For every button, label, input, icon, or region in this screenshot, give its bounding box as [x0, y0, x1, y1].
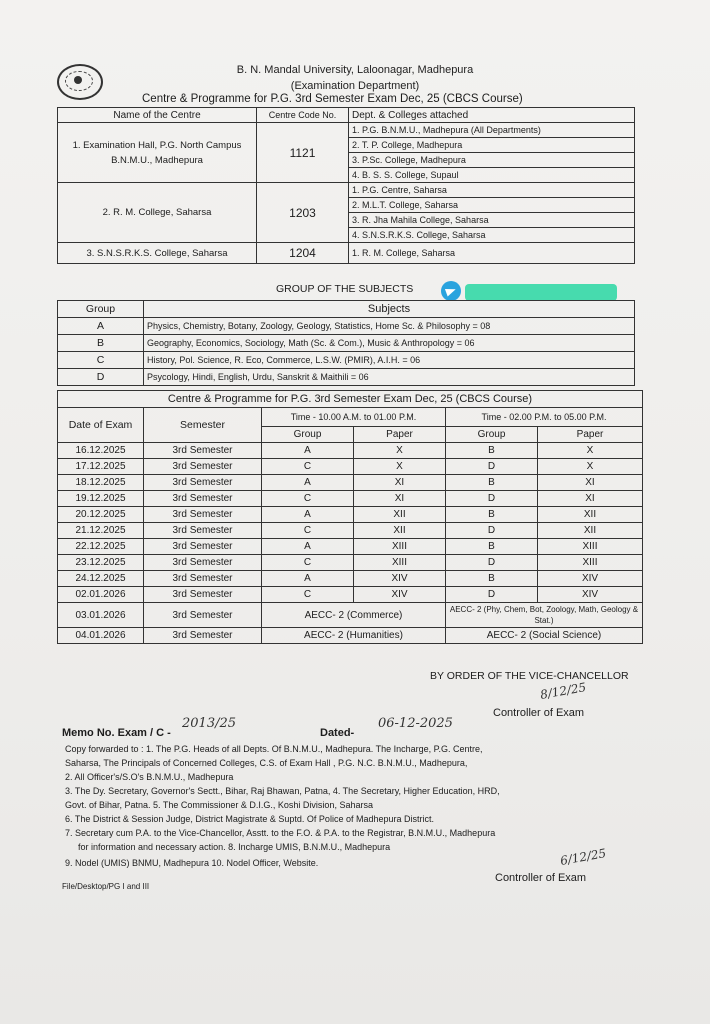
memo-label: Memo No. Exam / C -: [62, 727, 171, 739]
controller-label: Controller of Exam: [495, 872, 587, 884]
exam-semester: 3rd Semester: [144, 507, 262, 523]
evening-paper: X: [538, 459, 643, 475]
col-header-subjects: Subjects: [144, 301, 635, 318]
college-item: 1. P.G. B.N.M.U., Madhepura (All Departments): [349, 123, 635, 138]
col-header-colleges: Dept. & Colleges attached: [349, 108, 635, 123]
exam-semester: 3rd Semester: [144, 443, 262, 459]
aecc-evening: AECC- 2 (Phy, Chem, Bot, Zoology, Math, Geology & Stat.): [446, 603, 643, 628]
schedule-row: [58, 507, 643, 523]
schedule-row: [58, 523, 643, 539]
evening-paper: XII: [538, 523, 643, 539]
college-item: 2. M.L.T. College, Saharsa: [349, 198, 635, 213]
evening-group: D: [446, 523, 538, 539]
college-item: 4. B. S. S. College, Supaul: [349, 168, 635, 183]
copy-line: Copy forwarded to : 1. The P.G. Heads of all Depts. Of B.N.M.U., Madhepura. The Incharge, P.G. Centre,: [65, 744, 483, 754]
copy-line: 9. Nodel (UMIS) BNMU, Madhepura 10. Nodel Officer, Website.: [65, 858, 319, 868]
exam-semester: 3rd Semester: [144, 571, 262, 587]
col-header-date: Date of Exam: [58, 408, 144, 443]
controller-label: Controller of Exam: [493, 707, 585, 719]
morning-paper: X: [354, 459, 446, 475]
copy-line: 2. All Officer's/S.O's B.N.M.U., Madhepura: [65, 772, 234, 782]
schedule-table: [57, 390, 643, 644]
morning-group: A: [262, 443, 354, 459]
signature-date: 8/12/25: [539, 680, 588, 702]
evening-paper: XIII: [538, 555, 643, 571]
group-subjects: Geography, Economics, Sociology, Math (Sc. & Com.), Music & Anthropology = 06: [144, 335, 635, 352]
schedule-body: [58, 443, 643, 603]
morning-paper: X: [354, 443, 446, 459]
group-subjects: Psycology, Hindi, English, Urdu, Sanskrit & Maithili = 06: [144, 369, 635, 386]
exam-semester: 3rd Semester: [144, 475, 262, 491]
evening-group: B: [446, 443, 538, 459]
memo-date: 06-12-2025: [378, 716, 453, 731]
aecc-morning: AECC- 2 (Humanities): [262, 628, 446, 644]
by-order-text: BY ORDER OF THE VICE-CHANCELLOR: [430, 670, 629, 682]
college-item: 1. R. M. College, Saharsa: [349, 243, 635, 264]
evening-paper: XIV: [538, 587, 643, 603]
morning-group: A: [262, 507, 354, 523]
centre-title: Centre & Programme for P.G. 3rd Semester Exam Dec, 25 (CBCS Course): [142, 93, 523, 105]
col-header-semester: Semester: [144, 408, 262, 443]
col-header-code: Centre Code No.: [257, 108, 349, 123]
exam-date: 24.12.2025: [58, 571, 144, 587]
centre-code: 1121: [257, 123, 349, 183]
evening-group: B: [446, 475, 538, 491]
evening-paper: XIII: [538, 539, 643, 555]
centre-code: 1204: [257, 243, 349, 264]
college-item: 3. P.Sc. College, Madhepura: [349, 153, 635, 168]
exam-semester: 3rd Semester: [144, 555, 262, 571]
morning-group: A: [262, 571, 354, 587]
college-item: 1. P.G. Centre, Saharsa: [349, 183, 635, 198]
schedule-row: [58, 443, 643, 459]
college-item: 3. R. Jha Mahila College, Saharsa: [349, 213, 635, 228]
morning-group: C: [262, 459, 354, 475]
copy-line: 7. Secretary cum P.A. to the Vice-Chancellor, Asstt. to the F.O. & P.A. to the Registrar, B.N.M.U., Madhepura: [65, 828, 496, 838]
college-item: 4. S.N.S.R.K.S. College, Saharsa: [349, 228, 635, 243]
evening-paper: X: [538, 443, 643, 459]
exam-date: 20.12.2025: [58, 507, 144, 523]
evening-group: D: [446, 587, 538, 603]
morning-group: A: [262, 539, 354, 555]
morning-group: C: [262, 523, 354, 539]
copy-line: Saharsa, The Principals of Concerned Colleges, C.S. of Exam Hall , P.G. N.C. B.N.M.U., Madhepura,: [65, 758, 468, 768]
copy-line: 3. The Dy. Secretary, Governor's Sectt., Bihar, Raj Bhawan, Patna, 4. The Secretary, Higher Education, HRD,: [65, 786, 500, 796]
morning-paper: XIII: [354, 555, 446, 571]
morning-group: A: [262, 475, 354, 491]
highlight-mark: [465, 284, 617, 301]
morning-paper: XII: [354, 507, 446, 523]
schedule-row: [58, 555, 643, 571]
group-letter: C: [58, 352, 144, 369]
exam-semester: 3rd Semester: [144, 459, 262, 475]
file-path: File/Desktop/PG I and III: [62, 882, 150, 891]
memo-number: 2013/25: [182, 716, 237, 731]
group-subjects: History, Pol. Science, R. Eco, Commerce, L.S.W. (PMIR), A.I.H. = 06: [144, 352, 635, 369]
centre-name: 1. Examination Hall, P.G. North Campus B.N.M.U., Madhepura: [58, 123, 257, 183]
college-item: 2. T. P. College, Madhepura: [349, 138, 635, 153]
exam-date: 18.12.2025: [58, 475, 144, 491]
morning-group: C: [262, 555, 354, 571]
exam-semester: 3rd Semester: [144, 523, 262, 539]
morning-paper: XIV: [354, 587, 446, 603]
evening-group: D: [446, 555, 538, 571]
centres-table: [57, 107, 635, 264]
evening-paper: XI: [538, 491, 643, 507]
exam-semester: 3rd Semester: [144, 603, 262, 628]
centre-code: 1203: [257, 183, 349, 243]
col-header-centre: Name of the Centre: [58, 108, 257, 123]
exam-date: 22.12.2025: [58, 539, 144, 555]
copy-line: Govt. of Bihar, Patna. 5. The Commissioner & D.I.G., Koshi Division, Saharsa: [65, 800, 373, 810]
evening-group: B: [446, 539, 538, 555]
dated-label: Dated-: [320, 727, 355, 739]
copy-line: 6. The District & Session Judge, District Magistrate & Suptd. Of Police of Madhepura District.: [65, 814, 434, 824]
morning-paper: XI: [354, 491, 446, 507]
morning-session-header: Time - 10.00 A.M. to 01.00 P.M.: [262, 408, 446, 427]
copy-line: for information and necessary action. 8. Incharge UMIS, B.N.M.U., Madhepura: [78, 842, 391, 852]
telegram-icon: [441, 281, 461, 301]
group-letter: D: [58, 369, 144, 386]
group-subjects: Physics, Chemistry, Botany, Zoology, Geology, Statistics, Home Sc. & Philosophy = 08: [144, 318, 635, 335]
morning-paper: XIII: [354, 539, 446, 555]
signature-date: 6/12/25: [559, 846, 608, 868]
schedule-row: [58, 571, 643, 587]
aecc-morning: AECC- 2 (Commerce): [262, 603, 446, 628]
exam-semester: 3rd Semester: [144, 628, 262, 644]
morning-group: C: [262, 491, 354, 507]
exam-semester: 3rd Semester: [144, 587, 262, 603]
group-letter: A: [58, 318, 144, 335]
department-name: (Examination Department): [290, 80, 420, 92]
schedule-row: [58, 539, 643, 555]
exam-date: 03.01.2026: [58, 603, 144, 628]
col-header-paper: Paper: [538, 427, 643, 443]
col-header-paper: Paper: [354, 427, 446, 443]
evening-paper: XI: [538, 475, 643, 491]
aecc-evening: AECC- 2 (Social Science): [446, 628, 643, 644]
exam-semester: 3rd Semester: [144, 539, 262, 555]
col-header-group: Group: [446, 427, 538, 443]
centre-name: 3. S.N.S.R.K.S. College, Saharsa: [58, 243, 257, 264]
group-letter: B: [58, 335, 144, 352]
exam-date: 04.01.2026: [58, 628, 144, 644]
evening-paper: XII: [538, 507, 643, 523]
morning-paper: XII: [354, 523, 446, 539]
exam-date: 23.12.2025: [58, 555, 144, 571]
schedule-title: Centre & Programme for P.G. 3rd Semester Exam Dec, 25 (CBCS Course): [58, 391, 643, 408]
evening-group: D: [446, 491, 538, 507]
schedule-row: [58, 459, 643, 475]
col-header-group: Group: [262, 427, 354, 443]
exam-date: 19.12.2025: [58, 491, 144, 507]
centre-name: 2. R. M. College, Saharsa: [58, 183, 257, 243]
exam-date: 17.12.2025: [58, 459, 144, 475]
evening-session-header: Time - 02.00 P.M. to 05.00 P.M.: [446, 408, 643, 427]
morning-paper: XIV: [354, 571, 446, 587]
evening-group: B: [446, 507, 538, 523]
exam-date: 21.12.2025: [58, 523, 144, 539]
subjects-title: GROUP OF THE SUBJECTS: [276, 283, 414, 295]
schedule-row: [58, 491, 643, 507]
morning-paper: XI: [354, 475, 446, 491]
evening-paper: XIV: [538, 571, 643, 587]
schedule-row: [58, 475, 643, 491]
evening-group: B: [446, 571, 538, 587]
exam-date: 02.01.2026: [58, 587, 144, 603]
exam-semester: 3rd Semester: [144, 491, 262, 507]
university-name: B. N. Mandal University, Laloonagar, Madhepura: [236, 64, 474, 76]
exam-date: 16.12.2025: [58, 443, 144, 459]
evening-group: D: [446, 459, 538, 475]
morning-group: C: [262, 587, 354, 603]
col-header-group: Group: [58, 301, 144, 318]
schedule-row: [58, 587, 643, 603]
subjects-table: [57, 300, 635, 386]
